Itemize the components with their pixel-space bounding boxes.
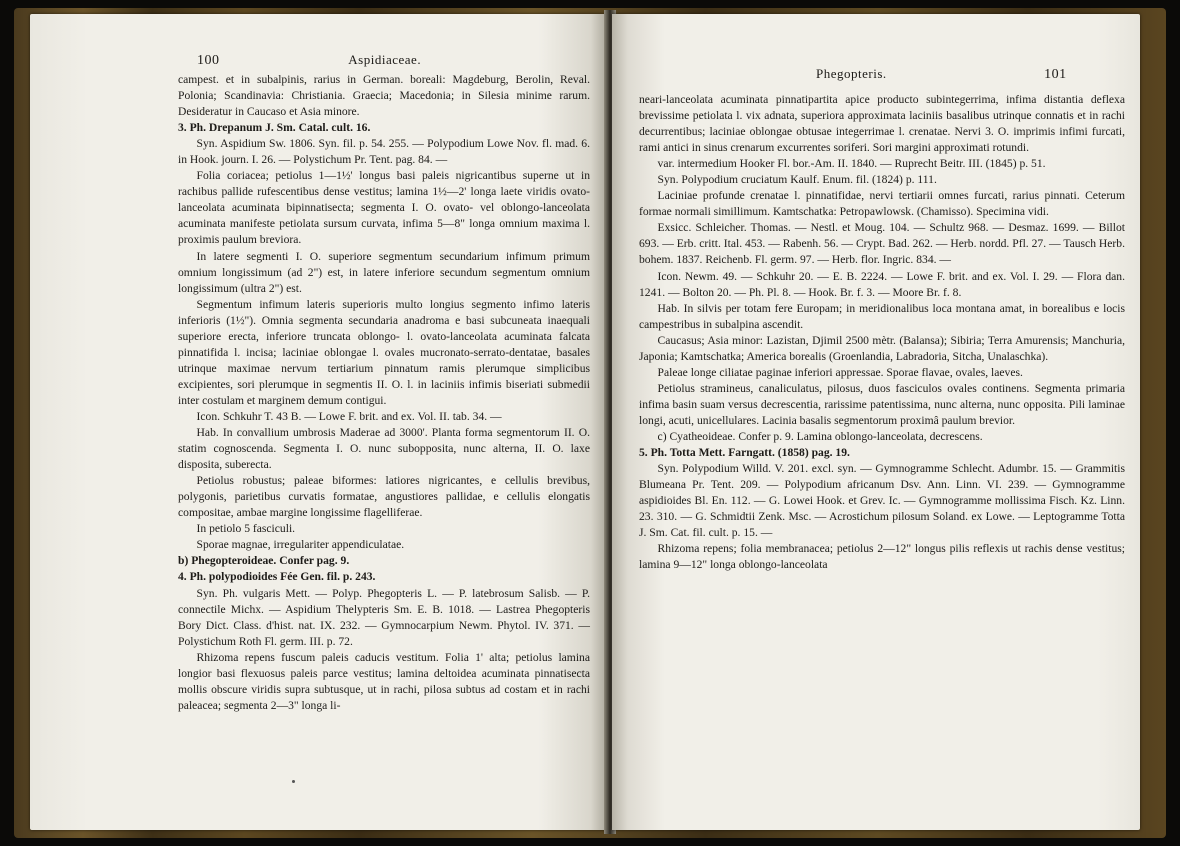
paragraph: var. intermedium Hooker Fl. bor.-Am. II. 1840. — Ruprecht Beitr. III. (1845) p. 51.: [657, 157, 1046, 171]
left-text-block: [178, 72, 590, 714]
left-running-head: [197, 52, 421, 69]
paragraph: Segmentum infimum lateris superioris multo longius segmento infimo lateris inferioris (1½"). Omnia segmenta secundaria anadroma e basi subcuneata inaequali superiore erecta, inferiore truncata oblongo- l. ovato-lanceolata acuminata falcata pinnatifida l. incisa; laciniae oblongae l. ovales mucronato-serrato-dentatae, basales utrinque maximae nervum tertiarium pinnatum ramis plerumque simplicibus excipientes, sori plerumque in segmentis II. O. l. in laciniis infimis biseriati submedii inter costulam et marginem demum contigui.: [178, 297, 590, 407]
paragraph: Icon. Newm. 49. — Schkuhr 20. — E. B. 2224. — Lowe F. brit. and ex. Vol. I. 29. — Flora dan. 1241. — Bolton 20. — Ph. Pl. 8. — Hook. Br. f. 3. — Moore Br. f. 8.: [639, 269, 1125, 299]
paragraph: Rhizoma repens fuscum paleis caducis vestitum. Folia 1' alta; petiolus lamina longior basi flexuosus paleis parce vestitus; lamina deltoidea acuminata pinnatisecta mollis obscure viridis supra subtusque, ut in rachi, pilosa subtus ad costam et in rachi paleacea; segmenta 2—3" longa li-: [178, 650, 590, 712]
paragraph: Syn. Polypodium cruciatum Kaulf. Enum. fil. (1824) p. 111.: [657, 173, 937, 187]
paragraph: Petiolus robustus; paleae biformes: latiores nigricantes, e cellulis brevibus, polygonis, parietibus curvatis formatae, angustiores pallidae, e cellulis elongatis compositae, ambae margine longissime flagelliferae.: [178, 474, 590, 520]
print-speck: [292, 780, 295, 783]
paragraph: Petiolus stramineus, canaliculatus, pilosus, duos fasciculos ovales continens. Segmenta primaria infima basin suam versus decrescentia, rarissime patentissima, nunc alterna, nunc opposita. Pili laminae longi, acuti, unicellulares. Lacinia basalis segmentorum proximâ paulum brevior.: [639, 381, 1125, 427]
section-heading: 3. Ph. Drepanum J. Sm. Catal. cult. 16.: [178, 121, 371, 135]
paragraph: Caucasus; Asia minor: Lazistan, Djimil 2500 mètr. (Balansa); Sibiria; Terra Amurensis; Manchuria, Japonia; Kamtschatka; America borealis (Groenlandia, Labradoria, Sitcha, Unalaschka).: [639, 333, 1125, 363]
section-heading: b) Phegopteroideae. Confer pag. 9.: [178, 554, 350, 568]
paragraph: Syn. Aspidium Sw. 1806. Syn. fil. p. 54. 255. — Polypodium Lowe Nov. fl. mad. 6. in Hook. journ. I. 26. — Polystichum Pr. Tent. pag. 84. —: [178, 137, 590, 167]
paragraph: Sporae magnae, irregulariter appendiculatae.: [196, 538, 405, 552]
left-section-title: Aspidiaceae.: [348, 52, 422, 67]
left-page: [30, 14, 608, 830]
paragraph: In latere segmenti I. O. superiore segmentum secundarium infimum primum omnium longissimum (ad 2") est, in latere inferiore secundum segmentum omnium longissimum (ultra 2") est.: [178, 249, 590, 295]
paragraph: Folia coriacea; petiolus 1—1½' longus basi paleis nigricantibus superne ut in rachibus pallide rufescentibus dense vestitus; lamina 1½—2' longa laete viridis ovato-lanceolata acuminata bipinnatisecta; segmenta I. O. ovato- vel oblongo-lanceolata acuminata manifeste petiolata sursum curvata, infima 5—8" longa omnium maxima l. proximis paulum breviora.: [178, 169, 590, 247]
right-page: [612, 14, 1140, 830]
paragraph: Hab. In silvis per totam fere Europam; in meridionalibus loca montana amat, in borealibus e locis campestribus in subalpina ascendit.: [639, 301, 1125, 331]
paragraph: Rhizoma repens; folia membranacea; petiolus 2—12" longus pilis reflexis ut rachis dense vestitus; lamina 9—12" longa oblongo-lanceolata: [639, 542, 1125, 572]
paragraph: Paleae longe ciliatae paginae inferiori appressae. Sporae flavae, ovales, laeves.: [657, 365, 1023, 379]
paragraph: Syn. Polypodium Willd. V. 201. excl. syn. — Gymnogramme Schlecht. Adumbr. 15. — Grammitis Blumeana Pr. Tent. 209. — Polypodium africanum Dsv. Ann. Linn. VI. 239. — Gymnogramme aspidioides Bl. En. 112. — G. Lowei Hook. et Grev. Ic. — Gymnogramme mollissima Fisch. Kz. Linn. 23. 310. — G. Schmidtii Zenk. Msc. — Acrostichum pilosum Soland. ex Lowe. — Leptogramme Totta J. Sm. Cat. fil. cult. p. 15. —: [639, 462, 1125, 540]
paragraph: c) Cyatheoideae. Confer p. 9. Lamina oblongo-lanceolata, decrescens.: [657, 429, 983, 443]
paragraph: In petiolo 5 fasciculi.: [196, 522, 296, 536]
paragraph: Hab. In convallium umbrosis Maderae ad 3000'. Planta forma segmentorum II. O. statim cognoscenda. Segmenta I. O. nunc subopposita, nunc alterna, II. O. laxe disposita, suberecta.: [178, 426, 590, 472]
right-running-head: [816, 66, 1067, 83]
paragraph: campest. et in subalpinis, rarius in German. boreali: Magdeburg, Berolin, Reval. Polonia; Scandinavia: Christiania. Graecia; Macedonia; in Silesia minime rarum. Desideratur in Caucaso et Asia minore.: [178, 73, 590, 119]
section-heading: 4. Ph. polypodioides Fée Gen. fil. p. 243.: [178, 570, 376, 584]
right-page-number: 101: [1044, 67, 1067, 82]
paragraph: Icon. Schkuhr T. 43 B. — Lowe F. brit. and ex. Vol. II. tab. 34. —: [196, 409, 502, 423]
paragraph: Syn. Ph. vulgaris Mett. — Polyp. Phegopteris L. — P. latebrosum Salisb. — P. connectile Michx. — Aspidium Thelypteris Sm. E. B. 1018. — Lastrea Phegopteris Bory Dict. Class. d'hist. nat. IX. 232. — Gymnocarpium Newm. Phytol. IV. 371. — Polystichum Roth Fl. germ. III. p. 72.: [178, 586, 590, 648]
paragraph: Exsicc. Schleicher. Thomas. — Nestl. et Moug. 104. — Schultz 968. — Desmaz. 1699. — Billot 693. — Erb. critt. Ital. 453. — Rabenh. 56. — Crypt. Bad. 262. — Herb. nordd. Pfl. 27. — Tausch Herb. bohem. 1837. Reichenb. Fl. germ. 97. — Herb. flor. Ingric. 834. —: [639, 221, 1125, 267]
left-page-number: 100: [197, 53, 220, 68]
right-section-title: Phegopteris.: [816, 66, 887, 81]
paragraph: Laciniae profunde crenatae l. pinnatifidae, nervi tertiarii omnes furcati, rarius pinnati. Ceterum formae normali simillimum. Kamtschatka: Petropawlowsk. (Chamisso). Specimina vidi.: [639, 189, 1125, 219]
paragraph: neari-lanceolata acuminata pinnatipartita apice producto subintegerrima, infima distantia deflexa brevissime petiolata l. vix adnata, superiora approximata laciniis basalibus utrinque connatis et in rachi decurrentibus; laciniae oblongae obtusae integerrimae l. crenatae. Nervi 3. O. imprimis infimi furcati, rami antici in sinus crenarum excurrentes soriferi. Sori margini approximati rotundi.: [639, 93, 1125, 155]
section-heading: 5. Ph. Totta Mett. Farngatt. (1858) pag. 19.: [639, 446, 850, 460]
right-text-block: [639, 92, 1125, 573]
